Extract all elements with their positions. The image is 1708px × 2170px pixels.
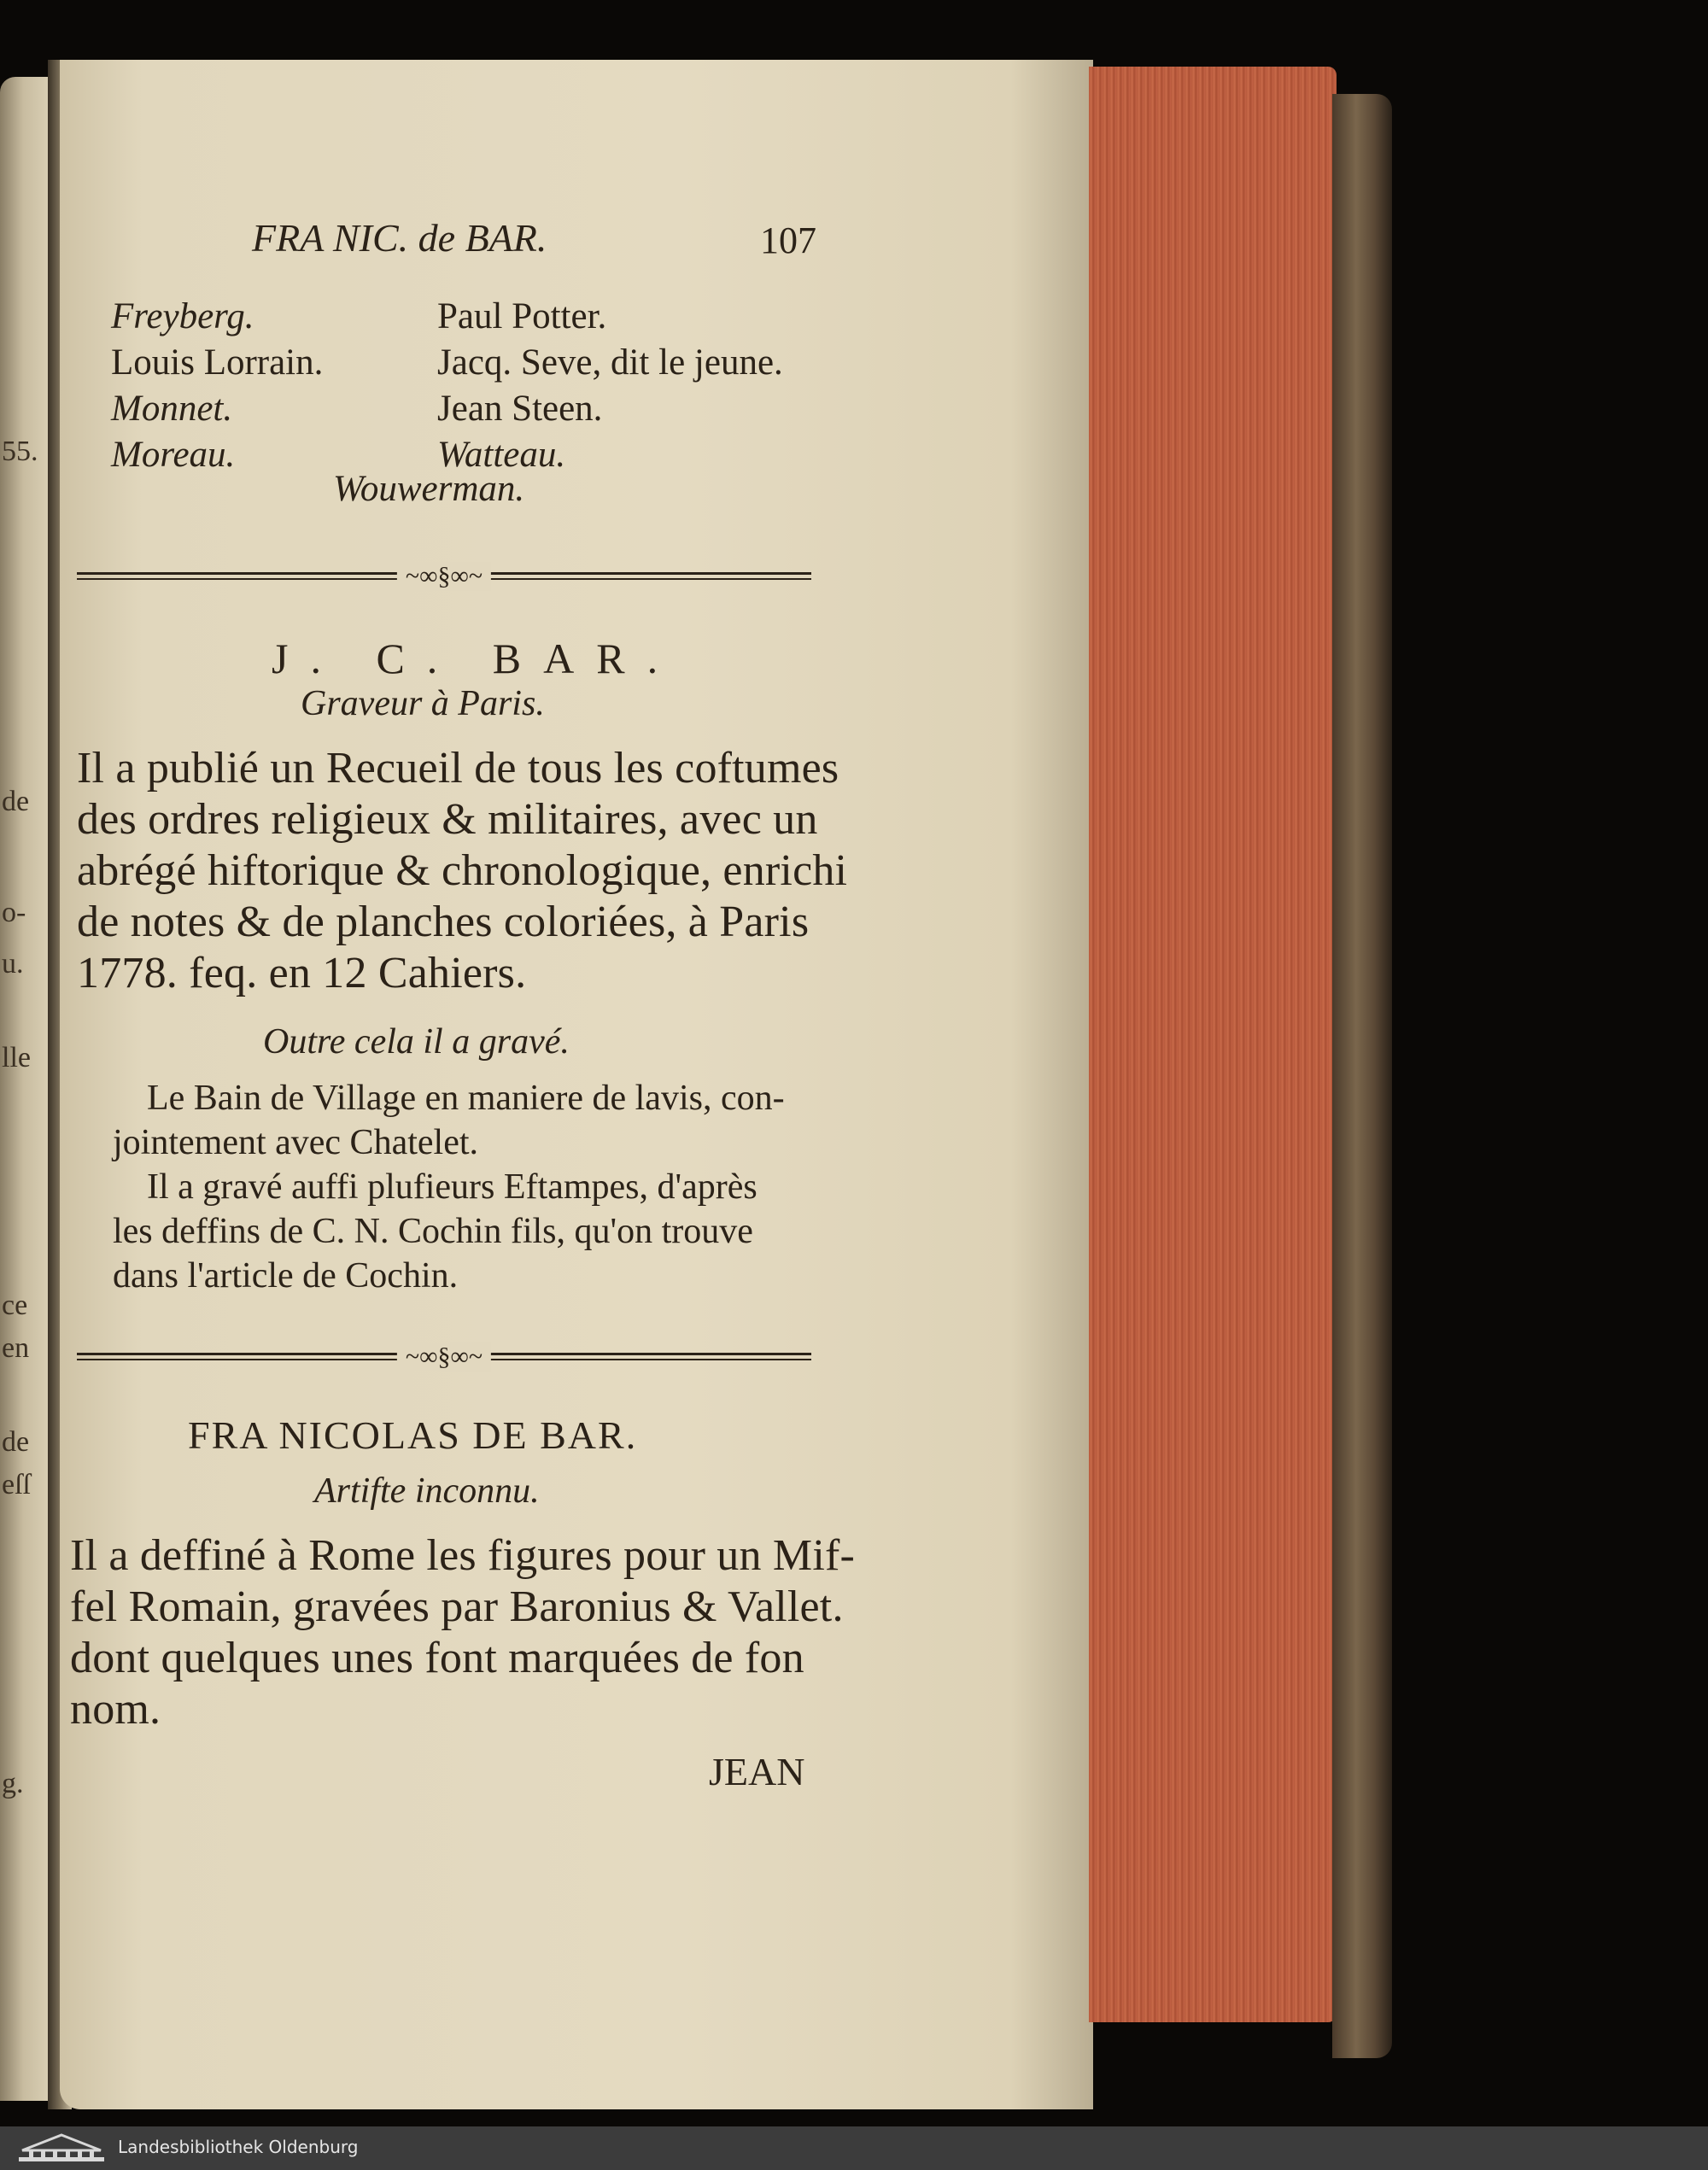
ornamental-rule <box>77 1342 811 1371</box>
body-line: Il a publié un Recueil de tous les coftumes <box>77 744 839 793</box>
left-fragment: eſſ <box>2 1469 31 1500</box>
left-fragment: o- <box>2 897 26 928</box>
book-spine <box>1332 94 1392 2058</box>
artist-name: Monnet. <box>111 389 233 429</box>
entry-subtitle: Graveur à Paris. <box>301 684 545 723</box>
page-number: 107 <box>760 219 816 261</box>
artist-name: Wouwerman. <box>333 469 525 509</box>
library-logo-icon <box>15 2132 108 2164</box>
left-fragment: g. <box>2 1768 24 1799</box>
body-line-small: les deffins de C. N. Cochin fils, qu'on trouve <box>113 1212 753 1251</box>
body-line-small: dans l'article de Cochin. <box>113 1256 459 1296</box>
body-line: des ordres religieux & militaires, avec un <box>77 795 818 844</box>
left-fragment: lle <box>2 1042 31 1073</box>
artist-name: Freyberg. <box>111 296 254 336</box>
library-name: Landesbibliothek Oldenburg <box>118 2137 359 2157</box>
catchword: JEAN <box>709 1750 805 1793</box>
artist-name: Jean Steen. <box>437 389 603 429</box>
left-fragment: de <box>2 786 30 817</box>
left-fragment: u. <box>2 948 24 980</box>
left-fragment: de <box>2 1426 30 1458</box>
body-line: dont quelques unes font marquées de fon <box>70 1634 804 1682</box>
entry-heading: J. C. BAR. <box>272 635 681 682</box>
body-line-small: Il a gravé auffi plufieurs Eftampes, d'après <box>147 1167 757 1207</box>
artist-name: Moreau. <box>111 435 236 475</box>
left-fragment: ce <box>2 1290 28 1321</box>
body-line: de notes & de planches coloriées, à Paris <box>77 898 810 946</box>
sub-heading: Outre cela il a gravé. <box>263 1022 570 1062</box>
artist-name: Watteau. <box>437 435 566 475</box>
entry-subtitle: Artifte inconnu. <box>314 1471 540 1511</box>
ornament-glyph: ~∞§∞~ <box>397 562 491 591</box>
body-line-small: Le Bain de Village en maniere de lavis, con- <box>147 1079 785 1118</box>
page-edges <box>1089 67 1337 2022</box>
entry-heading: FRA NICOLAS DE BAR. <box>188 1413 638 1457</box>
running-title: FRA NIC. de BAR. <box>252 216 547 260</box>
body-line: 1778. feq. en 12 Cahiers. <box>77 949 527 997</box>
left-fragment: 55. <box>2 436 38 467</box>
body-line: Il a deffiné à Rome les figures pour un Mif- <box>70 1531 856 1580</box>
footer-bar <box>0 2126 1708 2170</box>
ornament-glyph: ~∞§∞~ <box>397 1342 491 1372</box>
ornamental-rule <box>77 562 811 590</box>
left-fragment: en <box>2 1332 30 1364</box>
artist-name: Paul Potter. <box>437 296 607 336</box>
artist-name: Jacq. Seve, dit le jeune. <box>437 342 783 383</box>
artist-name: Louis Lorrain. <box>111 342 324 383</box>
body-line: nom. <box>70 1685 161 1734</box>
body-line-small: jointement avec Chatelet. <box>113 1123 478 1162</box>
body-line: abrégé hiftorique & chronologique, enrichi <box>77 846 848 895</box>
body-line: fel Romain, gravées par Baronius & Vallet. <box>70 1582 844 1631</box>
